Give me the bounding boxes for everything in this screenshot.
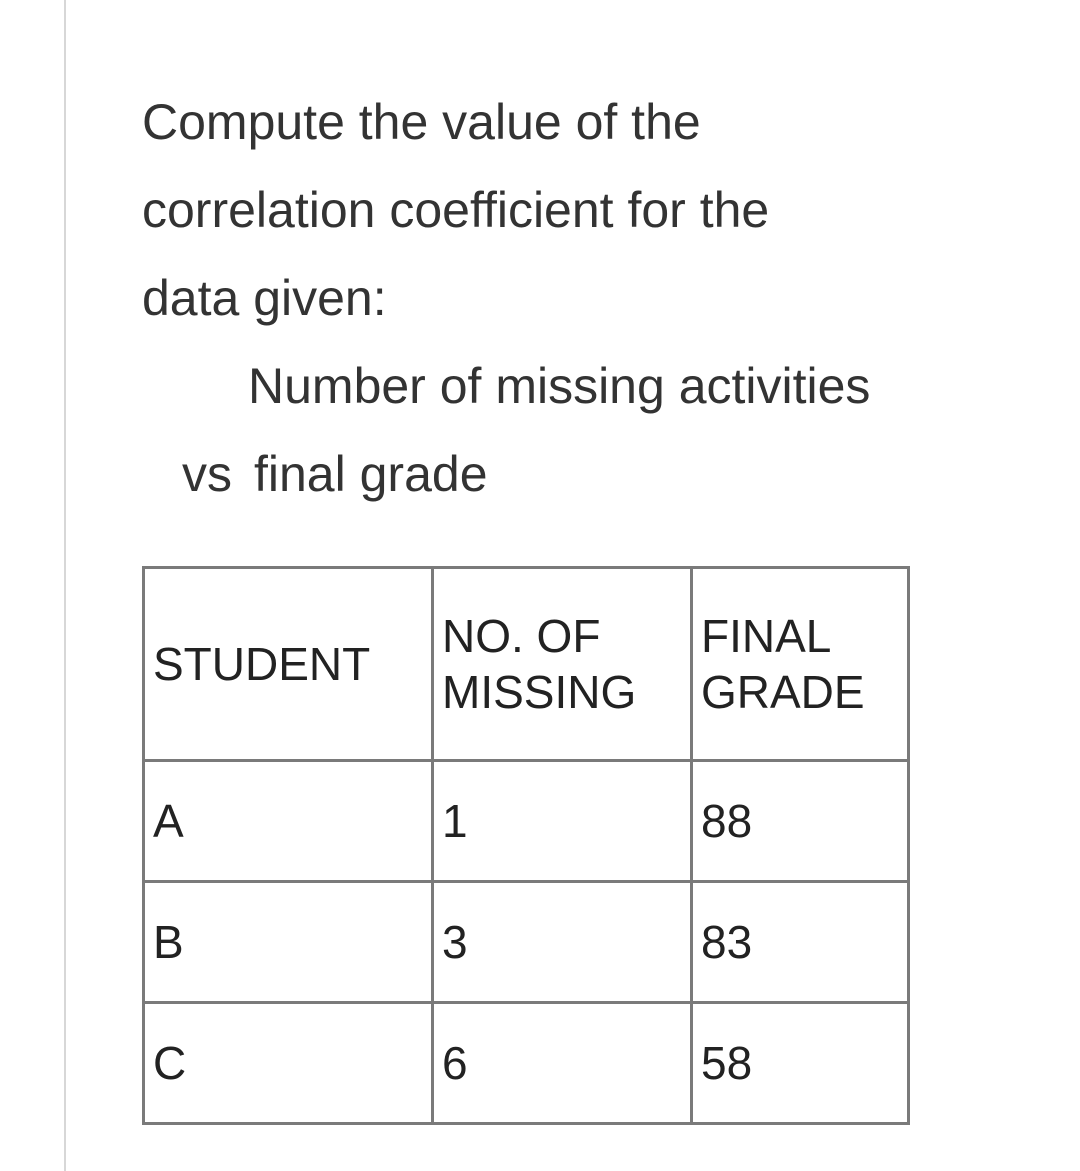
final-grade-text: final grade [254, 446, 488, 502]
cell-grade: 58 [692, 1003, 909, 1124]
question-line-5 [142, 430, 1022, 518]
header-student-label: STUDENT [153, 638, 371, 690]
question-line-4: Number of missing activities [248, 358, 871, 414]
table-row [144, 1003, 909, 1124]
header-student [144, 568, 433, 761]
cell-grade: 83 [692, 882, 909, 1003]
question-line-3: data given: [142, 270, 387, 326]
header-grade-line-1: FINAL [701, 610, 832, 662]
header-missing [433, 568, 692, 761]
question-line-1: Compute the value of the [142, 94, 701, 150]
cell-grade: 88 [692, 761, 909, 882]
left-divider [64, 0, 66, 1171]
table-row [144, 882, 909, 1003]
vs-text: vs [182, 446, 232, 502]
cell-student: A [144, 761, 433, 882]
cell-missing: 3 [433, 882, 692, 1003]
header-missing-line-2: MISSING [442, 666, 637, 718]
cell-student: C [144, 1003, 433, 1124]
header-grade-line-2: GRADE [701, 666, 865, 718]
table-header-row [144, 568, 909, 761]
header-grade [692, 568, 909, 761]
data-table [142, 566, 910, 1125]
question-line-2: correlation coefficient for the [142, 182, 770, 238]
header-missing-line-1: NO. OF [442, 610, 601, 662]
table-row [144, 761, 909, 882]
question-text [142, 78, 1022, 518]
cell-student: B [144, 882, 433, 1003]
cell-missing: 6 [433, 1003, 692, 1124]
cell-missing: 1 [433, 761, 692, 882]
